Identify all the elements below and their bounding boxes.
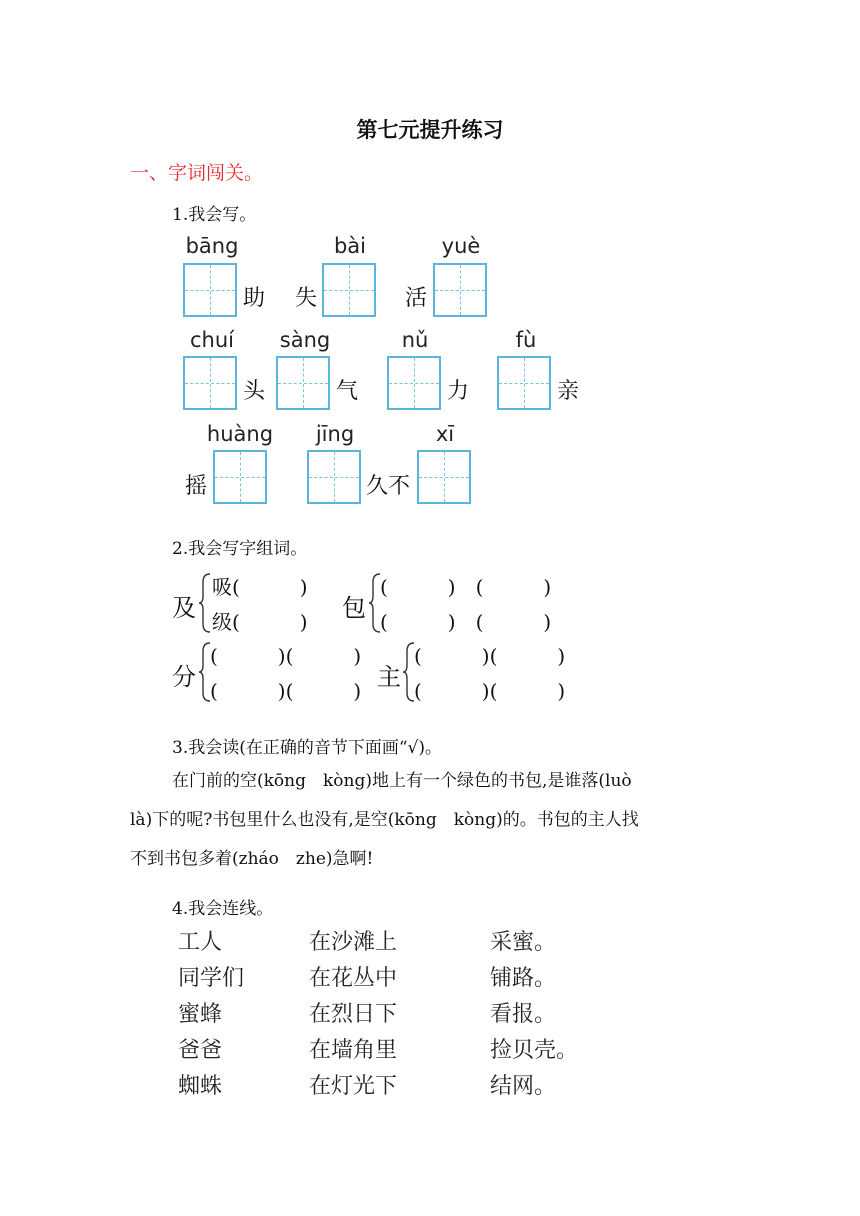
pinyin: nǔ bbox=[401, 328, 429, 352]
page-title: 第七元提升练习 bbox=[356, 117, 504, 142]
given-character: 助 bbox=[243, 286, 266, 311]
pinyin: fù bbox=[515, 328, 537, 352]
group-head-character: 分 bbox=[172, 663, 196, 691]
writing-box[interactable] bbox=[322, 263, 376, 317]
pinyin: xī bbox=[435, 422, 455, 446]
pinyin: yuè bbox=[441, 234, 481, 258]
brace-icon bbox=[198, 572, 212, 634]
given-character: 久不 bbox=[366, 474, 411, 499]
match-subject[interactable]: 蜜蜂 bbox=[178, 1002, 223, 1027]
group-head-character: 主 bbox=[377, 663, 401, 691]
question-3-label: 3.我会读(在正确的音节下面画“√)。 bbox=[172, 738, 443, 758]
word-blank[interactable]: ( ) ( ) bbox=[380, 610, 552, 634]
match-action[interactable]: 采蜜。 bbox=[490, 930, 557, 955]
given-character: 亲 bbox=[557, 379, 580, 404]
writing-box[interactable] bbox=[497, 356, 551, 410]
word-blank[interactable]: ( )( ) bbox=[414, 679, 566, 703]
writing-box[interactable] bbox=[276, 356, 330, 410]
writing-box[interactable] bbox=[307, 450, 361, 504]
word-blank[interactable]: ( )( ) bbox=[414, 644, 566, 668]
match-action[interactable]: 看报。 bbox=[490, 1002, 557, 1027]
given-character: 力 bbox=[447, 379, 470, 404]
match-place[interactable]: 在烈日下 bbox=[309, 1002, 398, 1027]
word-blank[interactable]: ( )( ) bbox=[210, 644, 362, 668]
question-2-label: 2.我会写字组词。 bbox=[172, 539, 308, 559]
reading-passage-line: 在门前的空(kōng kòng)地上有一个绿色的书包,是谁落(luò bbox=[172, 771, 632, 791]
given-character: 气 bbox=[336, 379, 359, 404]
writing-box[interactable] bbox=[183, 263, 237, 317]
word-blank[interactable]: 级( ) bbox=[212, 610, 308, 634]
reading-passage-line: 不到书包多着(zháo zhe)急啊! bbox=[130, 849, 374, 869]
writing-box[interactable] bbox=[183, 356, 237, 410]
given-character: 摇 bbox=[185, 474, 208, 499]
question-1-label: 1.我会写。 bbox=[172, 205, 257, 225]
given-character: 失 bbox=[295, 286, 318, 311]
pinyin: sàng bbox=[279, 328, 331, 352]
section-heading: 一、字词闯关。 bbox=[130, 162, 264, 184]
match-place[interactable]: 在沙滩上 bbox=[309, 930, 398, 955]
word-blank[interactable]: ( )( ) bbox=[210, 679, 362, 703]
match-subject[interactable]: 同学们 bbox=[178, 966, 245, 991]
match-place[interactable]: 在灯光下 bbox=[309, 1074, 398, 1099]
pinyin: bāng bbox=[185, 234, 239, 258]
match-action[interactable]: 捡贝壳。 bbox=[490, 1038, 579, 1063]
writing-box[interactable] bbox=[433, 263, 487, 317]
match-place[interactable]: 在花丛中 bbox=[309, 966, 398, 991]
writing-box[interactable] bbox=[417, 450, 471, 504]
match-subject[interactable]: 蜘蛛 bbox=[178, 1074, 223, 1099]
writing-box[interactable] bbox=[387, 356, 441, 410]
match-subject[interactable]: 爸爸 bbox=[178, 1038, 223, 1063]
pinyin: chuí bbox=[190, 328, 234, 352]
match-action[interactable]: 结网。 bbox=[490, 1074, 557, 1099]
group-head-character: 及 bbox=[172, 594, 196, 622]
word-blank[interactable]: ( ) ( ) bbox=[380, 575, 552, 599]
given-character: 活 bbox=[405, 286, 428, 311]
pinyin: huàng bbox=[206, 422, 274, 446]
pinyin: jīng bbox=[315, 422, 355, 446]
pinyin: bài bbox=[333, 234, 367, 258]
match-subject[interactable]: 工人 bbox=[178, 930, 223, 955]
writing-box[interactable] bbox=[213, 450, 267, 504]
question-4-label: 4.我会连线。 bbox=[172, 899, 274, 919]
reading-passage-line: là)下的呢?书包里什么也没有,是空(kōng kòng)的。书包的主人找 bbox=[130, 810, 639, 830]
match-action[interactable]: 铺路。 bbox=[490, 966, 557, 991]
group-head-character: 包 bbox=[342, 594, 366, 622]
given-character: 头 bbox=[243, 379, 266, 404]
match-place[interactable]: 在墙角里 bbox=[309, 1038, 398, 1063]
word-blank[interactable]: 吸( ) bbox=[212, 575, 308, 599]
